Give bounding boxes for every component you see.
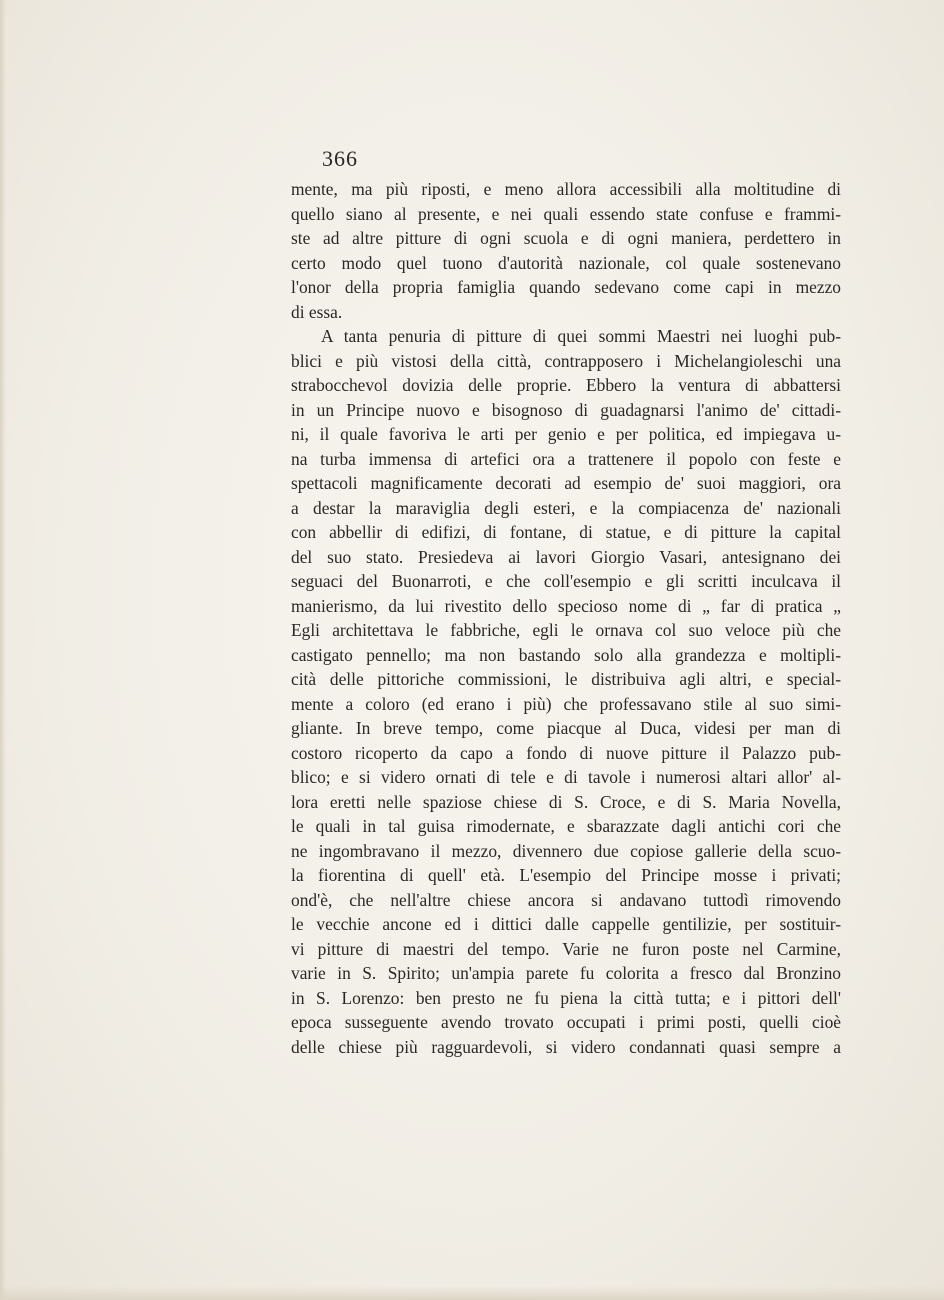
- text-line: epoca susseguente avendo trovato occupati i primi posti, quelli cioè: [291, 1012, 841, 1032]
- text-line: gliante. In breve tempo, come piacque al Duca, videsi per man di: [291, 718, 841, 738]
- text-line: in S. Lorenzo: ben presto ne fu piena la città tutta; e i pittori dell': [291, 987, 841, 1008]
- text-line: manierismo, da lui rivestito dello specioso nome di „ far di pratica „: [291, 595, 841, 616]
- text-line: mente a coloro (ed erano i più) che professavano stile al suo simi-: [291, 693, 841, 714]
- text-line: A tanta penuria di pitture di quei sommi Maestri nei luoghi pub-: [321, 326, 841, 346]
- text-line: con abbellir di edifizi, di fontane, di statue, e di pitture la capital: [291, 522, 841, 542]
- body-text: [291, 177, 841, 1059]
- text-line: la fiorentina di quell' età. L'esempio del Principe mosse i privati;: [291, 865, 841, 885]
- text-line: le quali in tal guisa rimodernate, e sbarazzate dagli antichi cori che: [291, 816, 841, 836]
- text-line: ond'è, che nell'altre chiese ancora si andavano tuttodì rimovendo: [291, 889, 841, 910]
- text-line: spettacoli magnificamente decorati ad esempio de' suoi maggiori, ora: [291, 473, 841, 493]
- text-line: costoro ricoperto da capo a fondo di nuove pitture il Palazzo pub-: [291, 742, 841, 763]
- text-line: ni, il quale favoriva le arti per genio e per politica, ed impiegava u-: [291, 424, 841, 444]
- text-line: delle chiese più ragguardevoli, si videro condannati quasi sempre a: [291, 1036, 841, 1057]
- text-line: le vecchie ancone ed i dittici dalle cappelle gentilizie, per sostituir-: [291, 914, 841, 934]
- text-line: Egli architettava le fabbriche, egli le ornava col suo veloce più che: [291, 620, 841, 640]
- text-line: castigato pennello; ma non bastando solo alla grandezza e moltipli-: [291, 644, 841, 665]
- text-line: quello siano al presente, e nei quali essendo state confuse e frammi-: [291, 203, 841, 224]
- text-line: varie in S. Spirito; un'ampia parete fu colorita a fresco dal Bronzino: [291, 963, 841, 983]
- text-line: in un Principe nuovo e bisognoso di guadagnarsi l'animo de' cittadi-: [291, 399, 841, 420]
- text-line: strabocchevol dovizia delle proprie. Ebbero la ventura di abbattersi: [291, 375, 841, 395]
- text-line: del suo stato. Presiedeva ai lavori Giorgio Vasari, antesignano dei: [291, 546, 841, 567]
- text-line: certo modo quel tuono d'autorità nazionale, col quale sostenevano: [291, 252, 841, 273]
- text-line: vi pitture di maestri del tempo. Varie ne furon poste nel Carmine,: [291, 938, 841, 959]
- text-line: blico; e si videro ornati di tele e di tavole i numerosi altari allor' al-: [291, 767, 841, 787]
- text-line: a destar la maraviglia degli esteri, e la compiacenza de' nazionali: [291, 497, 841, 518]
- page-left-edge: [0, 0, 6, 1300]
- text-line: l'onor della propria famiglia quando sedevano come capi in mezzo: [291, 277, 841, 297]
- text-line: mente, ma più riposti, e meno allora accessibili alla moltitudine di: [291, 179, 841, 199]
- text-line: ste ad altre pitture di ogni scuola e di ogni maniera, perdettero in: [291, 228, 841, 248]
- page-bottom-edge: [0, 1286, 944, 1300]
- text-line: na turba immensa di artefici ora a trattenere il popolo con feste e: [291, 448, 841, 469]
- text-line: lora eretti nelle spaziose chiese di S. Croce, e di S. Maria Novella,: [291, 791, 841, 812]
- text-line: cità delle pittoriche commissioni, le distribuiva agli altri, e special-: [291, 669, 841, 689]
- text-line: ne ingombravano il mezzo, divennero due copiose gallerie della scuo-: [291, 840, 841, 861]
- text-line: seguaci del Buonarroti, e che coll'esempio e gli scritti inculcava il: [291, 571, 841, 591]
- text-line: blici e più vistosi della città, contrapposero i Michelangioleschi una: [291, 350, 841, 371]
- page-number: 366: [322, 146, 358, 171]
- text-line: di essa.: [291, 301, 343, 322]
